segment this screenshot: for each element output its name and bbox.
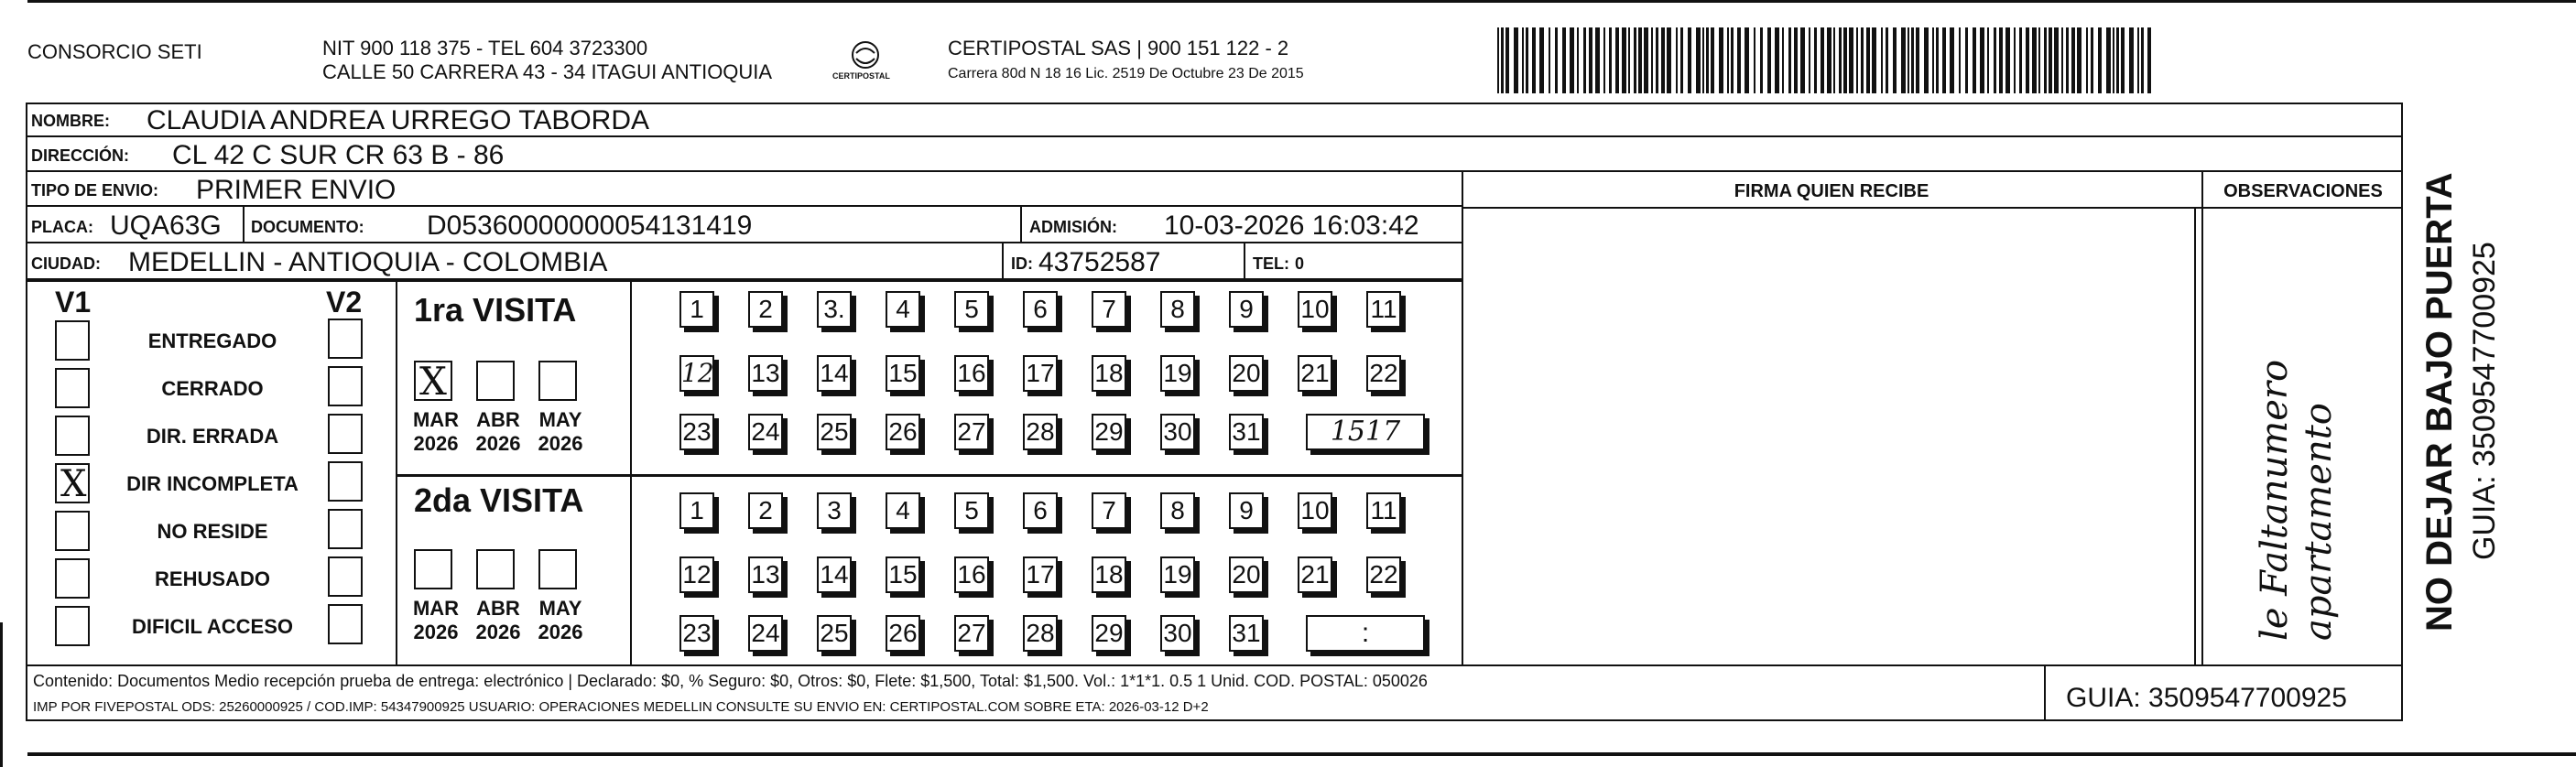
documento-label: DOCUMENTO: <box>251 218 364 236</box>
status-label-6: DIFICIL ACCESO <box>131 615 293 638</box>
v1-checkbox[interactable] <box>55 511 90 551</box>
documento-value: D05360000000054131419 <box>427 211 753 241</box>
visit1-day-label: 26 <box>888 417 918 446</box>
visit2-day-box[interactable] <box>886 556 920 593</box>
visit1-day-label: 19 <box>1163 359 1192 387</box>
status-label-5: REHUSADO <box>155 567 270 590</box>
placa-row <box>26 207 1463 243</box>
status-label-3: DIR INCOMPLETA <box>126 472 299 495</box>
visit1-day-label: 18 <box>1094 359 1124 387</box>
footer-line2: IMP POR FIVEPOSTAL ODS: 25260000925 / COD.IMP: 54347900925 USUARIO: OPERACIONES MEDELLIN CONSULTE SU ENVIO EN: CERTIPOSTAL.COM SOBRE ETA: 2026-03-12 D+2 <box>33 699 1209 715</box>
no-dejar-vertical: NO DEJAR BAJO PUERTA <box>2419 172 2460 632</box>
visit1-year-label: 2026 <box>538 432 583 455</box>
ciudad-label: CIUDAD: <box>31 254 101 273</box>
visit1-day-box[interactable] <box>1023 414 1058 450</box>
visit2-day-label: 9 <box>1239 496 1254 524</box>
visit1-day-label: 15 <box>888 359 918 387</box>
v2-checkbox[interactable] <box>328 556 363 597</box>
visit2-day-box[interactable] <box>748 556 783 593</box>
v1-label: V1 <box>55 286 92 319</box>
visit2-day-box[interactable] <box>1366 492 1401 529</box>
visit2-day-label: 1 <box>690 496 704 524</box>
tipo-label: TIPO DE ENVIO: <box>31 181 159 200</box>
tipo-row <box>26 172 1463 207</box>
visit2-day-box[interactable] <box>1023 615 1058 652</box>
visit2-day-label: 24 <box>751 619 780 647</box>
visit2-month-label: MAY <box>538 597 582 620</box>
visit2-day-label: 18 <box>1094 560 1124 589</box>
visit1-day-label: 17 <box>1026 359 1055 387</box>
visit2-day-box[interactable] <box>679 492 714 529</box>
visit2-day-box[interactable] <box>1092 615 1126 652</box>
visit1-day-box[interactable] <box>1160 355 1195 392</box>
visit1-day-label: 28 <box>1026 417 1055 446</box>
certipostal-logo <box>829 37 902 92</box>
bottom-rule <box>27 752 2576 756</box>
v2-checkbox[interactable] <box>328 319 363 359</box>
check-mark: X <box>60 463 87 505</box>
visit2-year-label: 2026 <box>475 621 521 643</box>
visit1-day-label: 13 <box>751 359 780 387</box>
visit1-year-label: 2026 <box>413 432 459 455</box>
visit1-day-label: 9 <box>1239 295 1254 323</box>
visit1-day-box[interactable] <box>1023 291 1058 328</box>
visit1-day-label: 21 <box>1300 359 1330 387</box>
visit1-day-box[interactable] <box>954 355 989 392</box>
visit2-day-box[interactable] <box>748 615 783 652</box>
visit1-day-box[interactable] <box>817 291 852 328</box>
visit2-day-label: 21 <box>1300 560 1330 589</box>
footer-line1: Contenido: Documentos Medio recepción prueba de entrega: electrónico | Declarado: $0, % Seguro: $0, Otros: $0, Flete: $1,500, Total: $1,500. Vol.: 1*1*1. 0.5 1 Unid. COD. POSTAL: 050026 <box>33 672 1428 690</box>
visit1-day-label: 27 <box>957 417 986 446</box>
visit2-day-box[interactable] <box>1298 492 1332 529</box>
visit2-day-label: 27 <box>957 619 986 647</box>
visit2-day-label: 2 <box>758 496 773 524</box>
guia-vertical: GUIA: 3509547700925 <box>2467 242 2502 560</box>
visit1-day-label: 7 <box>1102 295 1116 323</box>
visit2-month-box[interactable] <box>476 549 515 589</box>
v2-checkbox[interactable] <box>328 509 363 549</box>
visit2-day-box[interactable] <box>679 556 714 593</box>
certipostal-line: CERTIPOSTAL SAS | 900 151 122 - 2 <box>948 37 1289 59</box>
visit2-day-box[interactable] <box>886 492 920 529</box>
visit1-day-box[interactable] <box>679 414 714 450</box>
visit1-day-label: 20 <box>1232 359 1261 387</box>
status-label-2: DIR. ERRADA <box>146 425 279 448</box>
visit2-day-box[interactable] <box>954 615 989 652</box>
visit1-day-box[interactable] <box>1092 355 1126 392</box>
visit1-day-label: 4 <box>896 295 910 323</box>
v2-checkbox[interactable] <box>328 414 363 454</box>
visit1-day-label: 11 <box>1370 295 1397 323</box>
nombre-value: CLAUDIA ANDREA URREGO TABORDA <box>147 105 650 135</box>
visit2-day-label: 6 <box>1033 496 1048 524</box>
visit2-day-box[interactable] <box>748 492 783 529</box>
visit1-day-box[interactable] <box>1229 355 1264 392</box>
visit1-day-label: 24 <box>751 417 780 446</box>
visit1-day-box[interactable] <box>1160 291 1195 328</box>
visit1-day-label: 3. <box>823 295 845 323</box>
visit1-day-box[interactable] <box>886 355 920 392</box>
placa-value: UQA63G <box>110 211 222 241</box>
visit1-day-box[interactable] <box>1092 291 1126 328</box>
visit2-day-box[interactable] <box>1023 556 1058 593</box>
visit1-day-box[interactable] <box>748 291 783 328</box>
visit2-day-label: 15 <box>888 560 918 589</box>
visit2-day-label: 10 <box>1300 496 1330 524</box>
visit2-day-box[interactable] <box>1092 556 1126 593</box>
tel-label: TEL: <box>1253 254 1289 273</box>
visit2-title: 2da VISITA <box>414 481 584 519</box>
direccion-value: CL 42 C SUR CR 63 B - 86 <box>172 140 505 170</box>
v1-checkbox[interactable] <box>55 368 90 408</box>
v1-checkbox[interactable] <box>55 320 90 361</box>
logo-text: CERTIPOSTAL <box>832 71 890 81</box>
visit2-day-box[interactable] <box>1298 556 1332 593</box>
status-label-0: ENTREGADO <box>147 329 277 352</box>
v2-label: V2 <box>326 286 363 319</box>
visit2-day-label: 14 <box>820 560 849 589</box>
nombre-label: NOMBRE: <box>31 112 110 130</box>
direccion-row <box>26 137 2403 172</box>
v1-checkbox[interactable] <box>55 606 90 646</box>
visit1-day-label: 1 <box>690 295 704 323</box>
visit2-time-box[interactable] <box>1306 615 1425 652</box>
visit1-day-label: 22 <box>1369 359 1398 387</box>
visit1-day-label: 29 <box>1094 417 1124 446</box>
visit1-day-label: 10 <box>1300 295 1330 323</box>
visit1-day-label: 25 <box>820 417 849 446</box>
visit2-day-box[interactable] <box>1366 556 1401 593</box>
left-edge <box>0 622 3 767</box>
visit2-day-label: 31 <box>1232 619 1261 647</box>
visit1-day-handwritten: 12 <box>681 358 714 388</box>
visit2-day-label: 4 <box>896 496 910 524</box>
visit2-day-label: 3 <box>827 496 842 524</box>
visit1-day-label: 6 <box>1033 295 1048 323</box>
visit1-month-box[interactable] <box>414 359 452 404</box>
visit1-day-box[interactable] <box>679 355 714 392</box>
visit2-day-box[interactable] <box>954 492 989 529</box>
visit1-day-box[interactable] <box>954 414 989 450</box>
visit1-day-label: 16 <box>957 359 986 387</box>
visit2-day-box[interactable] <box>954 556 989 593</box>
v2-checkbox[interactable] <box>328 604 363 644</box>
visit2-month-label: MAR <box>412 597 460 620</box>
visit2-day-box[interactable] <box>1023 492 1058 529</box>
observacion-handwritten: le Faltanumero apartamento <box>2254 359 2340 641</box>
visit1-day-label: 31 <box>1232 417 1261 446</box>
visit2-day-label: 17 <box>1026 560 1055 589</box>
observaciones-header: OBSERVACIONES <box>2223 181 2383 201</box>
visit1-day-box[interactable] <box>886 291 920 328</box>
visit1-day-label: 5 <box>964 295 979 323</box>
visit1-month-label: MAY <box>538 408 582 431</box>
visit2-day-label: 23 <box>682 619 712 647</box>
visit1-day-label: 8 <box>1170 295 1185 323</box>
visit2-day-box[interactable] <box>817 556 852 593</box>
placa-label: PLACA: <box>31 218 93 236</box>
v1-checkbox[interactable] <box>55 558 90 599</box>
v2-checkbox[interactable] <box>328 461 363 502</box>
admision-value: 10-03-2026 16:03:42 <box>1164 211 1419 241</box>
direccion-label: DIRECCIÓN: <box>31 146 129 165</box>
visit1-day-box[interactable] <box>748 414 783 450</box>
visit2-year-label: 2026 <box>413 621 459 643</box>
visit1-day-box[interactable] <box>1229 291 1264 328</box>
visit1-day-label: 2 <box>758 295 773 323</box>
visit1-day-box[interactable] <box>817 355 852 392</box>
visit2-month-label: ABR <box>476 597 520 620</box>
top-rule <box>27 0 2576 3</box>
visit1-day-box[interactable] <box>1298 291 1332 328</box>
visit2-day-box[interactable] <box>679 615 714 652</box>
visit1-day-box[interactable] <box>886 414 920 450</box>
visit2-month-box[interactable] <box>414 549 452 589</box>
visit2-day-label: 16 <box>957 560 986 589</box>
visit2-day-box[interactable] <box>817 615 852 652</box>
nombre-row <box>26 103 2403 137</box>
visit2-day-box[interactable] <box>1160 492 1195 529</box>
admision-label: ADMISIÓN: <box>1029 218 1117 236</box>
status-label-4: NO RESIDE <box>157 520 268 543</box>
visit1-time-value: 1517 <box>1330 416 1401 448</box>
visit1-day-box[interactable] <box>1366 291 1401 328</box>
visit1-day-box[interactable] <box>954 291 989 328</box>
visit2-day-label: 28 <box>1026 619 1055 647</box>
barcode <box>1497 27 2157 93</box>
visit2-day-box[interactable] <box>1229 492 1264 529</box>
visit1-day-box[interactable] <box>817 414 852 450</box>
v1-checkbox[interactable] <box>55 463 90 503</box>
visit2-day-label: 8 <box>1170 496 1185 524</box>
visit2-month-box[interactable] <box>538 549 577 589</box>
visit2-day-label: 5 <box>964 496 979 524</box>
visit2-day-label: 13 <box>751 560 780 589</box>
visit1-day-box[interactable] <box>748 355 783 392</box>
visit2-day-label: 26 <box>888 619 918 647</box>
visit2-year-label: 2026 <box>538 621 583 643</box>
visit2-day-box[interactable] <box>1229 615 1264 652</box>
visit2-day-label: 22 <box>1369 560 1398 589</box>
visit1-month-box[interactable] <box>476 361 515 401</box>
ciudad-row <box>26 243 1463 280</box>
visit2-day-box[interactable] <box>1229 556 1264 593</box>
visit1-day-box[interactable] <box>1229 414 1264 450</box>
visit2-day-label: 19 <box>1163 560 1192 589</box>
nit-line: NIT 900 118 375 - TEL 604 3723300 <box>322 37 648 59</box>
status-label-1: CERRADO <box>161 377 264 400</box>
visit1-month-label: ABR <box>476 408 520 431</box>
tel-value: 0 <box>1295 254 1305 273</box>
visit2-time-value: : <box>1361 618 1370 648</box>
visit1-day-box[interactable] <box>679 291 714 328</box>
visit1-day-box[interactable] <box>1092 414 1126 450</box>
visit1-day-box[interactable] <box>1366 355 1401 392</box>
visit1-time-box[interactable] <box>1306 414 1425 450</box>
visit2-day-label: 30 <box>1163 619 1192 647</box>
v2-checkbox[interactable] <box>328 366 363 406</box>
visit2-day-label: 7 <box>1102 496 1116 524</box>
visit2-day-box[interactable] <box>1160 556 1195 593</box>
footer-guia: GUIA: 3509547700925 <box>2066 683 2347 713</box>
ciudad-value: MEDELLIN - ANTIOQUIA - COLOMBIA <box>128 247 608 277</box>
visit2-day-label: 25 <box>820 619 849 647</box>
visit1-day-box[interactable] <box>1298 355 1332 392</box>
tipo-value: PRIMER ENVIO <box>196 175 397 205</box>
visit2-day-box[interactable] <box>1160 615 1195 652</box>
company-name: CONSORCIO SETI <box>27 40 202 63</box>
month-check-mark: X <box>419 359 447 404</box>
visit1-day-box[interactable] <box>1160 414 1195 450</box>
visit2-day-box[interactable] <box>1092 492 1126 529</box>
visit1-title: 1ra VISITA <box>414 291 577 329</box>
id-label: ID: <box>1011 254 1033 273</box>
visit2-day-label: 11 <box>1370 496 1397 524</box>
visit1-day-label: 30 <box>1163 417 1192 446</box>
visit1-day-label: 23 <box>682 417 712 446</box>
certipostal-sub: Carrera 80d N 18 16 Lic. 2519 De Octubre 23 De 2015 <box>948 66 1304 81</box>
visit2-day-box[interactable] <box>817 492 852 529</box>
visit1-month-box[interactable] <box>538 361 577 401</box>
visit1-month-label: MAR <box>412 408 460 431</box>
visit2-day-box[interactable] <box>886 615 920 652</box>
visit1-day-label: 14 <box>820 359 849 387</box>
visit1-year-label: 2026 <box>475 432 521 455</box>
v1-checkbox[interactable] <box>55 416 90 456</box>
visit2-day-label: 20 <box>1232 560 1261 589</box>
id-value: 43752587 <box>1038 247 1161 277</box>
visit2-day-label: 12 <box>682 560 712 589</box>
visit1-day-box[interactable] <box>1023 355 1058 392</box>
address-line: CALLE 50 CARRERA 43 - 34 ITAGUI ANTIOQUIA <box>322 60 773 83</box>
visit2-day-label: 29 <box>1094 619 1124 647</box>
firma-header: FIRMA QUIEN RECIBE <box>1734 181 1929 201</box>
